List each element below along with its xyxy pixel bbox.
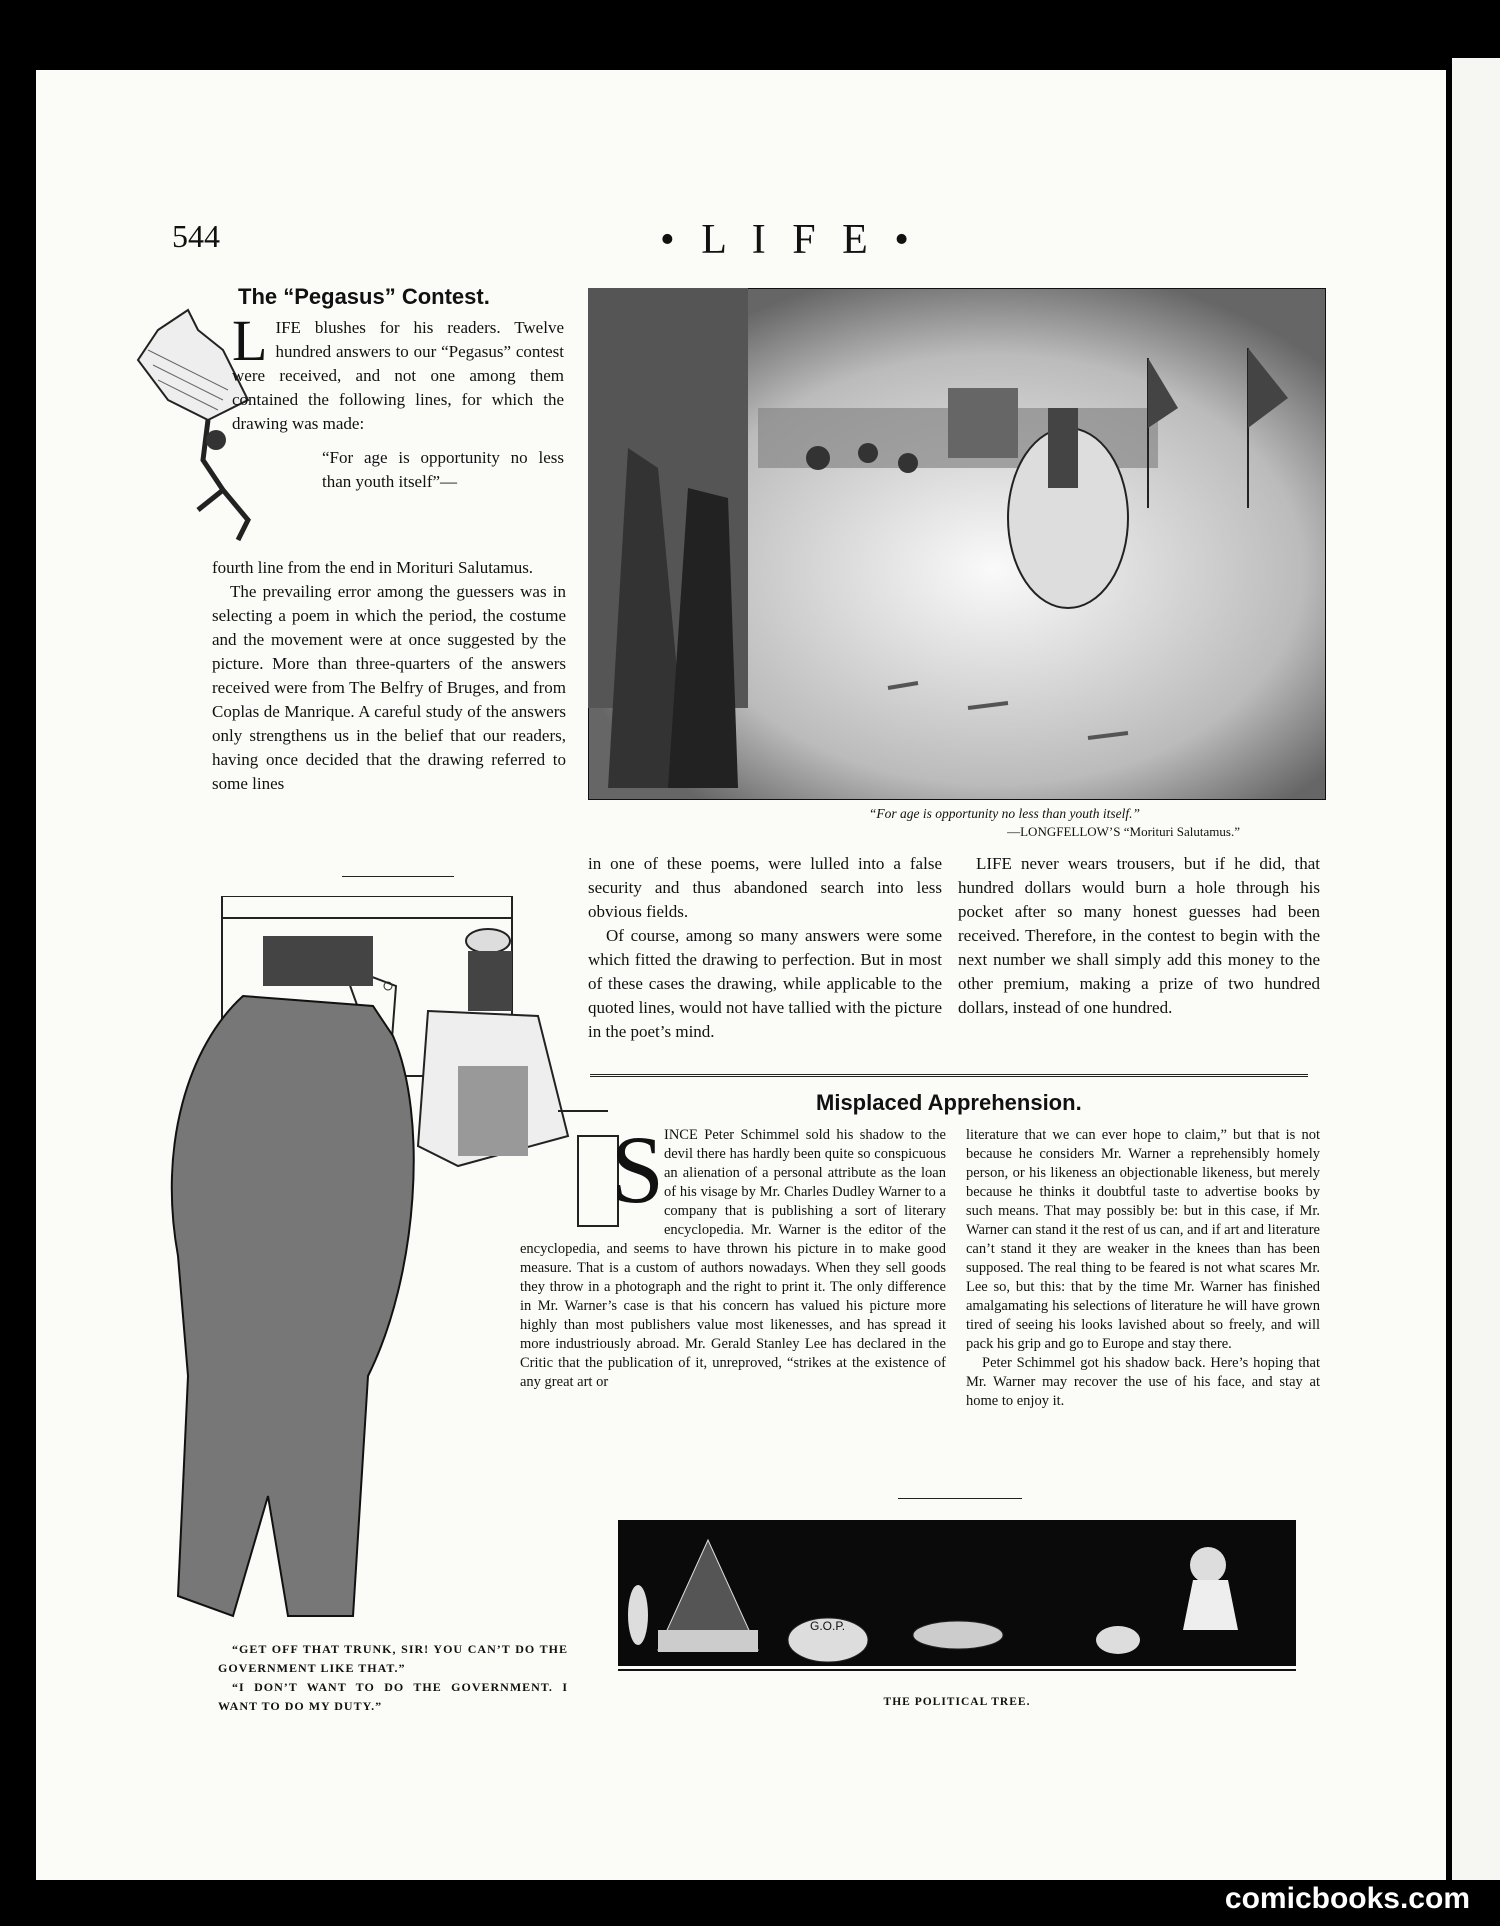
watermark: comicbooks.com [1224,1882,1470,1915]
pegasus-intro [232,308,564,494]
page-number: 544 [172,218,220,254]
pegasus-column-2 [588,852,942,1044]
pegasus-col3-text: LIFE never wears trousers, but if he did, that hundred dollars would burn a hole through his pocket after so many honest guesses had been received. Therefore, in the contest to begin with the next number we shall simply add this money to the other premium, making a prize of two hundred dollars, instead of one hundred. [958,854,1320,1017]
pegasus-column-1 [212,556,566,796]
misplaced-col2-p2: Peter Schimmel got his shadow back. Here’s hoping that Mr. Warner may recover the use of his face, and stay at home to enjoy it. [966,1355,1320,1409]
misplaced-col2-text: literature that we can ever hope to claim,” but that is not because he considers Mr. Warner a reprehensibly homely person, or his likeness an objectionable likeness, but merely because he thinks it doubtful taste to advertise books by such means. That may possibly be: but in this case, if Mr. Warner can stand it the rest of us can, and if art and literature can’t stand it they are weaker in the knees than has been supposed. The real thing to be feared is not what scares Mr. Lee so, but this: that by the time Mr. Warner has finished amalgamating his selections of literature he will have grown tired of seeing his looks lavished about so freely, and will pack his grip and go to Europe and stay there. [966,1127,1320,1352]
picture-caption-2: —LONGFELLOW’S “Morituri Salutamus.” [1007,824,1240,839]
pegasus-p2: The prevailing error among the guessers was in selecting a poem in which the period, the costume and the movement were at once suggested by the picture. More than three-quarters of the answers received were from The Belfry of Bruges, and from Coplas de Manrique. A careful study of the answers only strengthens us in the belief that our readers, having once decided that the drawing referred to some lines [212,582,566,793]
political-tree-cartoon [618,1520,1296,1688]
pegasus-column-3 [958,852,1320,1020]
masthead: • L I F E • [660,217,918,263]
political-tree-caption: THE POLITICAL TREE. [883,1696,1031,1708]
drop-cap-l: L [232,308,268,373]
divider-short [342,876,454,877]
adjacent-page-edge [1452,58,1500,1880]
misplaced-col1-text: INCE Peter Schimmel sold his shadow to the devil there has hardly been quite so conspicuous an alienation of a personal attribute as the loan of his visage by Mr. Charles Dudley Warner to a company that is publishing a sort of literary encyclopedia. Mr. Warner is the editor of the encyclopedia, and seems to have thrown his picture in to make good measure. That is a custom of authors nowadays. When they sell goods they throw in a photograph and the right to print it. The only difference in Mr. Warner’s case is that his concern has valued his picture more highly than most publishers value most likenesses, and has spread it more industriously abroad. Mr. Gerald Stanley Lee has declared in the Critic that the publication of it, unreproved, “strikes at the existence of any great art or [520,1127,946,1390]
trunk-caption-2: “I DON’T WANT TO DO THE GOVERNMENT. I WANT TO DO MY DUTY.” [218,1680,568,1713]
pegasus-quote: “For age is opportunity no less than youth itself”— [322,448,564,491]
drop-cap-wrap [520,1116,664,1236]
drop-cap-s: S [610,1116,664,1223]
pegasus-intro-text: IFE blushes for his readers. Twelve hundred answers to our “Pegasus” contest were received, and not one among them contained the following lines, for which the drawing was made: [232,318,564,433]
pegasus-col2-text: in one of these poems, were lulled into a false security and thus abandoned search into less obvious fields. [588,854,942,921]
pegasus-p1-cont: fourth line from the end in Morituri Salutamus. [212,558,534,577]
divider-double [590,1074,1308,1077]
misplaced-column-2 [966,1126,1320,1411]
pegasus-col2-p2: Of course, among so many answers were some which fitted the drawing to perfection. But in most of these cases the drawing, while applicable to the quoted lines, would not have tallied with the picture in the poet’s mind. [588,926,942,1041]
gop-label: G.O.P. [810,1619,846,1633]
misplaced-column-1 [520,1116,946,1392]
divider-short-2 [898,1498,1022,1499]
trunk-caption [218,1640,568,1716]
misplaced-title: Misplaced Apprehension. [816,1090,1082,1115]
pegasus-title: The “Pegasus” Contest. [238,284,490,309]
trunk-caption-1: “GET OFF THAT TRUNK, SIR! YOU CAN’T DO THE GOVERNMENT LIKE THAT.” [218,1642,568,1675]
knight-illustration [588,288,1326,800]
picture-caption-1: “For age is opportunity no less than youth itself.” [868,806,1140,821]
